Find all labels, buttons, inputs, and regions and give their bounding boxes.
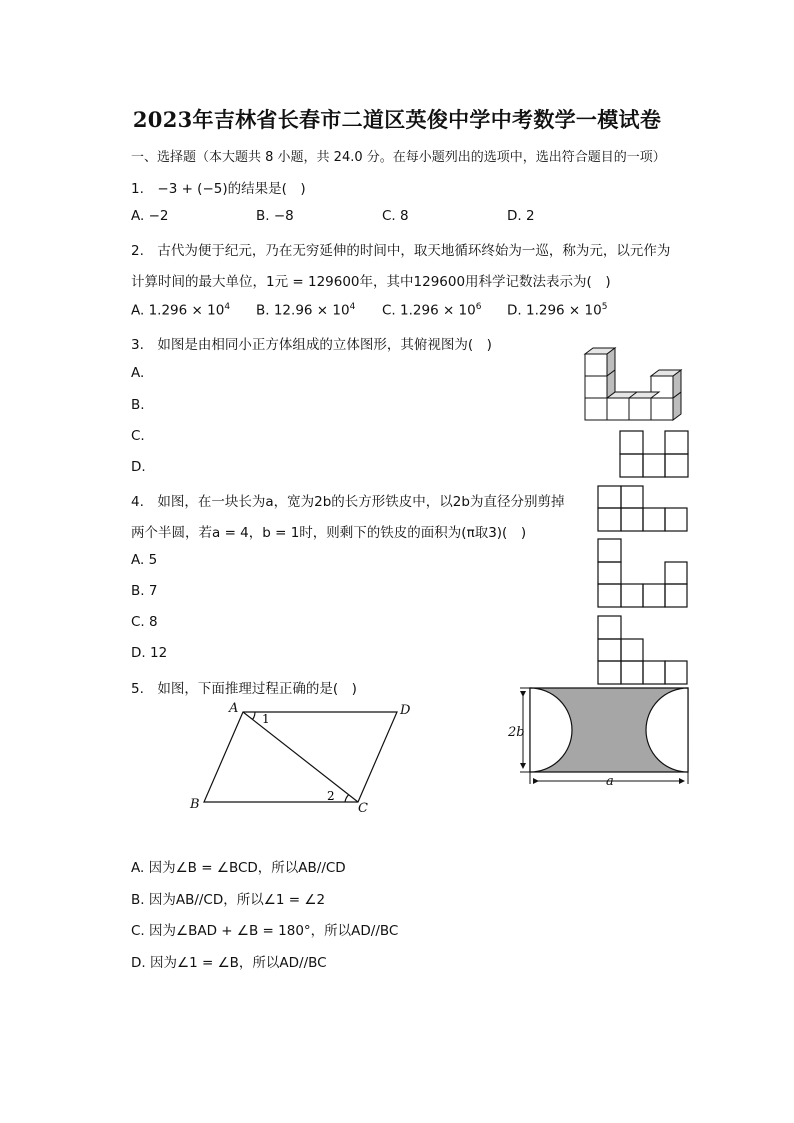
- q5-option-d: D. 因为∠1 = ∠B，所以AD//BC: [131, 955, 327, 971]
- q2-option-a: A. $1.296 \times 10^4$: [131, 302, 231, 319]
- q5-parallelogram-figure: [185, 700, 425, 820]
- q3-option-d: D.: [131, 459, 146, 475]
- section-heading: 一、选择题（本大题共 8 小题，共 24.0 分。在每小题列出的选项中，选出符合题目的一项）: [131, 150, 666, 165]
- q5-vertex-d: D: [400, 703, 411, 718]
- q1-option-a: A. −2: [131, 208, 169, 224]
- q1-option-d: D. 2: [507, 208, 535, 224]
- q4-label-a: a: [606, 774, 614, 789]
- q5-vertex-b: B: [190, 797, 200, 812]
- q2-option-b: B. $12.96 \times 10^4$: [256, 302, 356, 319]
- question-4-stem-line1: 4. 如图，在一块长为a，宽为2b的长方形铁皮中，以2b为直径分别剪掉: [131, 494, 565, 510]
- q5-vertex-a: A: [229, 701, 239, 716]
- q3-option-a: A.: [131, 365, 145, 381]
- question-1-stem: 1. −3 + (−5)的结果是( ): [131, 181, 306, 197]
- q5-angle-1-label: 1: [262, 712, 270, 726]
- q2-option-c: C. $1.296 \times 10^6$: [382, 302, 482, 319]
- q2-option-d: D. $1.296 \times 10^5$: [507, 302, 608, 319]
- q5-option-a: A. 因为∠B = ∠BCD，所以AB//CD: [131, 860, 346, 876]
- q1-option-b: B. −8: [256, 208, 294, 224]
- question-4-stem-line2: 两个半圆，若a = 4，b = 1时，则剩下的铁皮的面积为(π取3)( ): [131, 525, 527, 541]
- q3-option-c: C.: [131, 428, 145, 444]
- question-2-stem-line1: 2. 古代为便于纪元，乃在无穷延伸的时间中，取天地循环终始为一巡，称为元，以元作为: [131, 243, 671, 259]
- q4-option-a: A. 5: [131, 552, 158, 568]
- q3-cube-solid-figure: [580, 336, 690, 424]
- q1-option-c: C. 8: [382, 208, 409, 224]
- question-5-stem: 5. 如图，下面推理过程正确的是( ): [131, 681, 357, 697]
- q3-option-a-figure: [619, 430, 689, 478]
- q3-option-c-figure: [597, 538, 689, 608]
- q4-option-b: B. 7: [131, 583, 158, 599]
- q4-option-c: C. 8: [131, 614, 158, 630]
- q5-angle-2-label: 2: [327, 789, 335, 803]
- q3-option-b: B.: [131, 397, 145, 413]
- q4-label-2b: 2b: [508, 725, 525, 740]
- page-title: 2023年吉林省长春市二道区英俊中学中考数学一模试卷: [132, 107, 662, 132]
- q5-option-b: B. 因为AB//CD，所以∠1 = ∠2: [131, 892, 326, 908]
- q4-rectangle-figure: [506, 684, 692, 790]
- question-3-stem: 3. 如图是由相同小正方体组成的立体图形，其俯视图为( ): [131, 337, 492, 353]
- q4-option-d: D. 12: [131, 645, 168, 661]
- q3-option-b-figure: [597, 485, 689, 532]
- q5-vertex-c: C: [358, 801, 368, 816]
- q5-option-c: C. 因为∠BAD + ∠B = 180°，所以AD//BC: [131, 923, 399, 939]
- q3-option-d-figure: [597, 615, 689, 685]
- question-2-stem-line2: 计算时间的最大单位，1元 = 129600年，其中129600用科学记数法表示为( ): [131, 274, 611, 290]
